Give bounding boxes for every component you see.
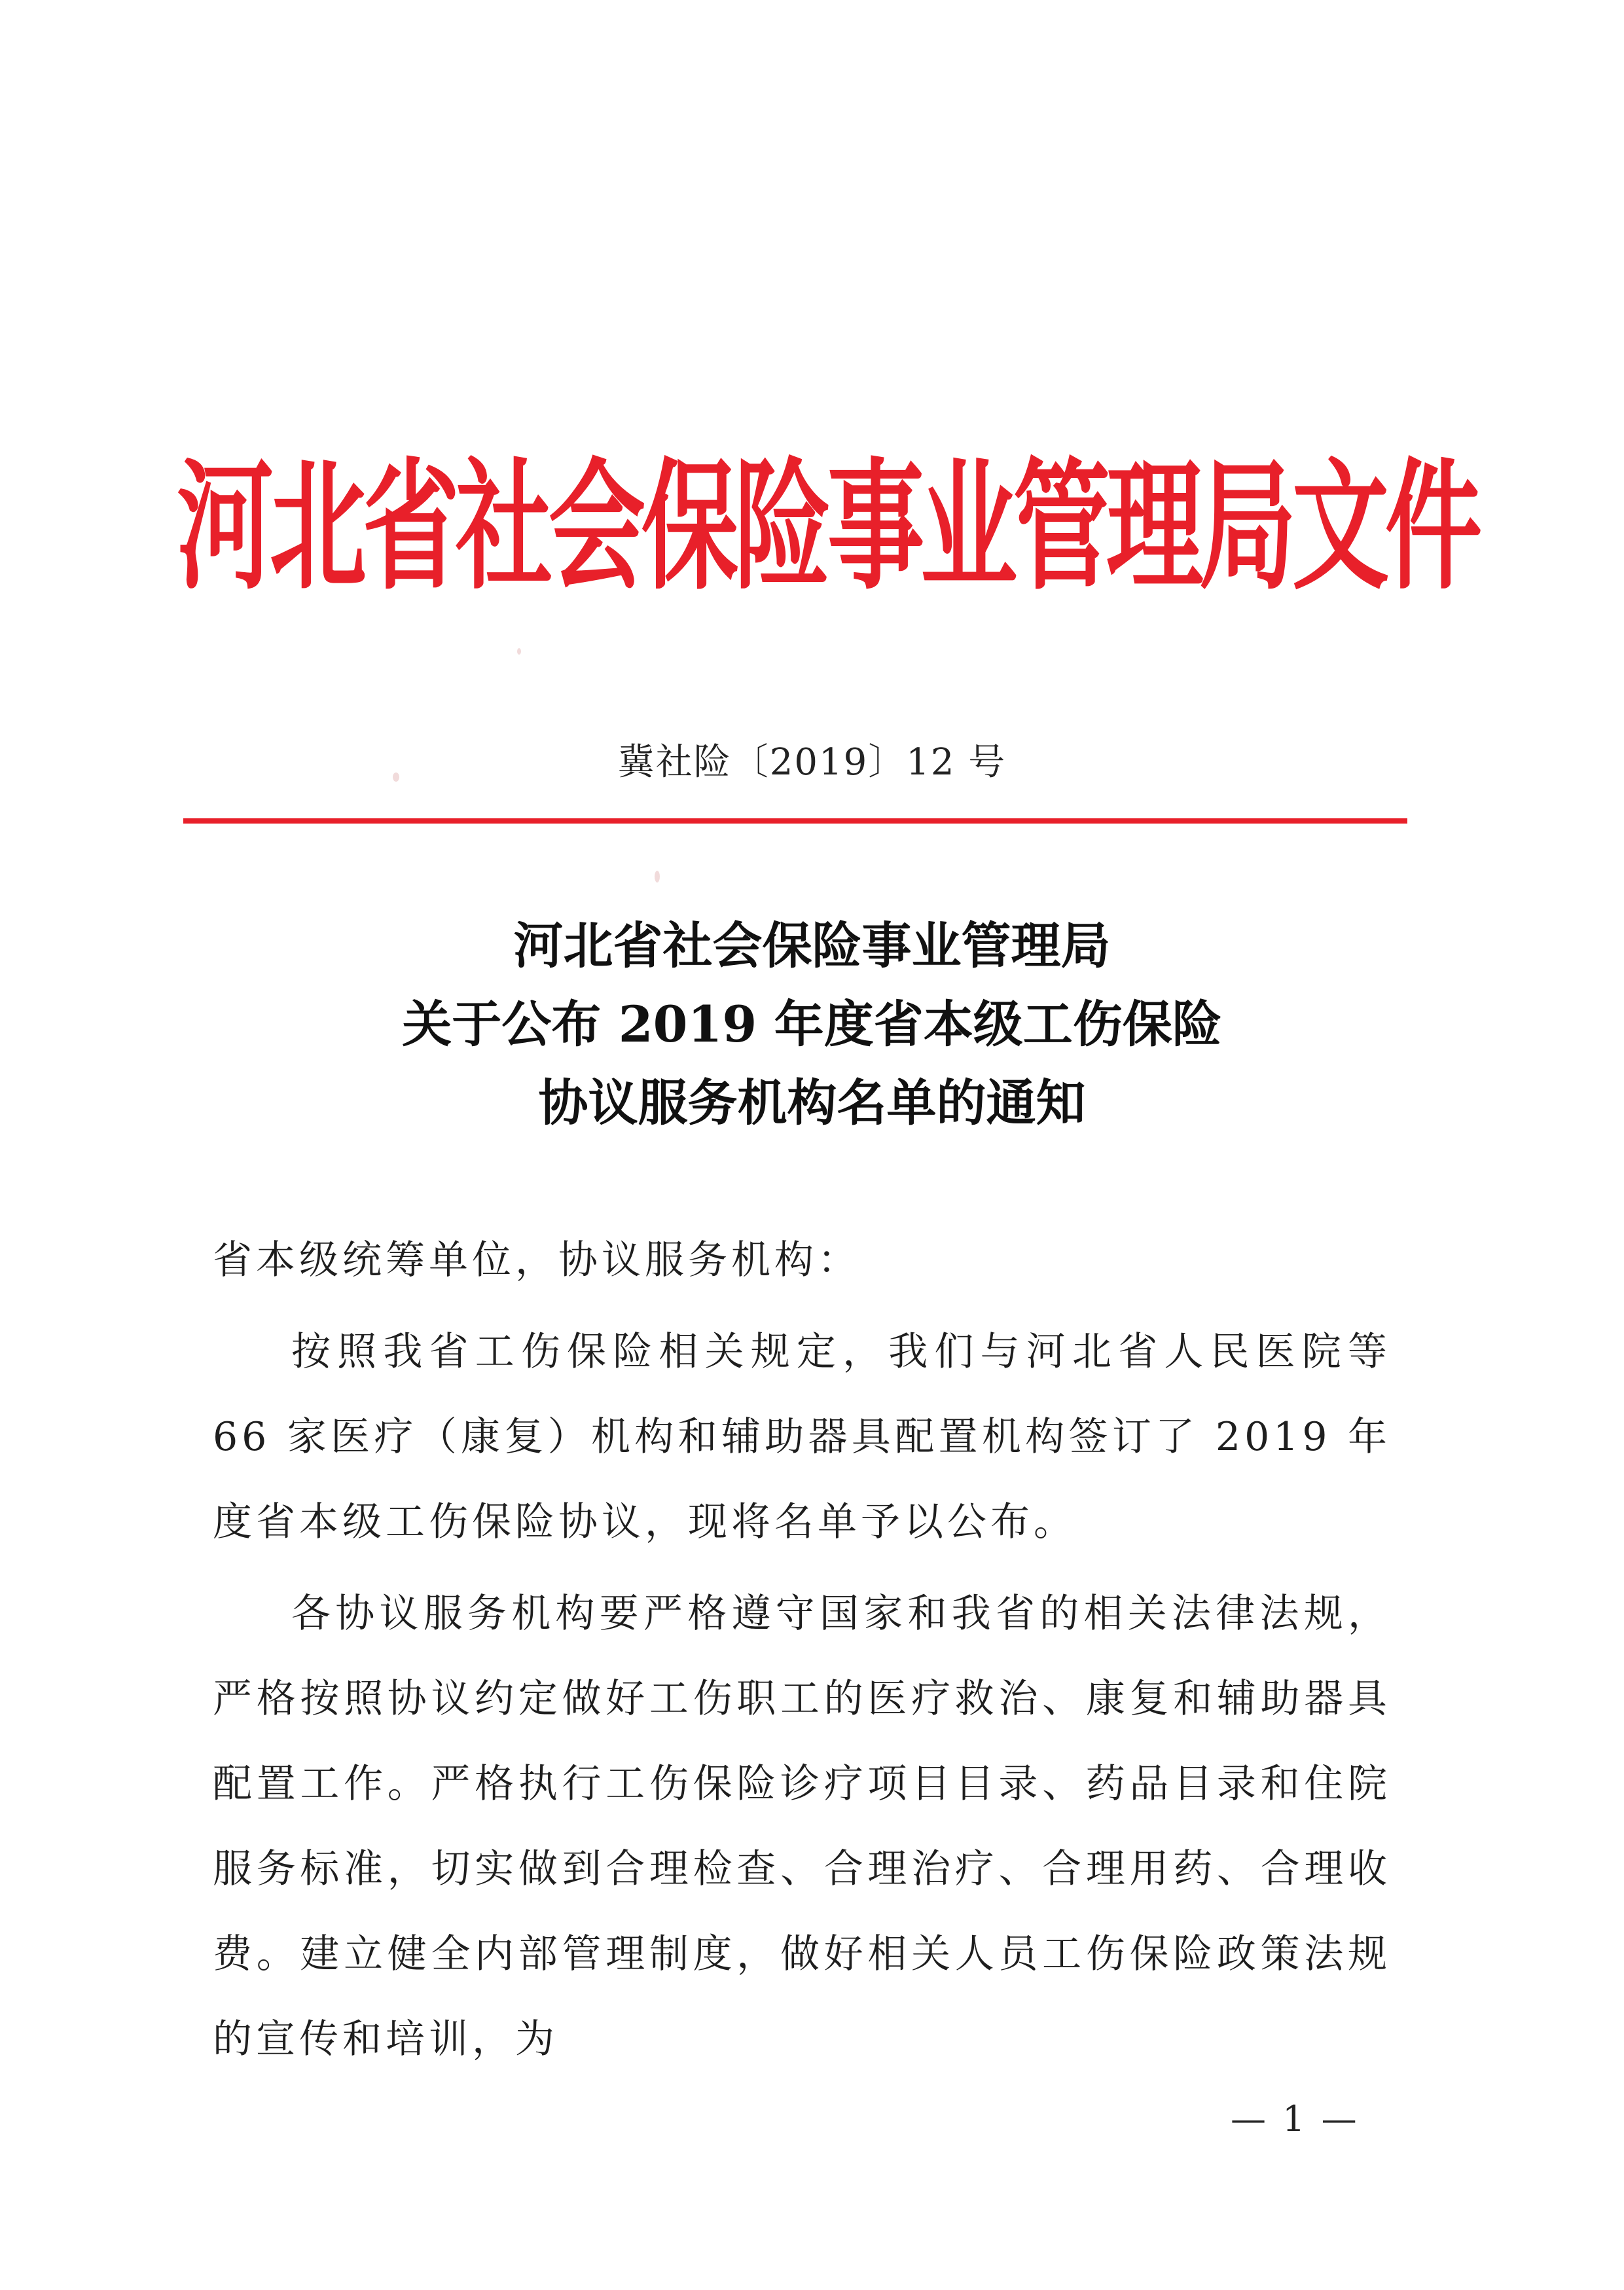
red-divider-line xyxy=(183,818,1407,824)
notice-title-line-2: 关于公布 2019 年度省本级工伤保险 xyxy=(402,995,1222,1053)
body-paragraph-1: 按照我省工伤保险相关规定，我们与河北省人民医院等 66 家医疗（康复）机构和辅助器具配置机构签订了 2019 年度省本级工伤保险协议，现将名单予以公布。 xyxy=(213,1329,1391,1545)
document-number: 冀社险〔2019〕12 号 xyxy=(617,741,1007,784)
scan-artifact xyxy=(517,648,521,655)
body-paragraph-2: 各协议服务机构要严格遵守国家和我省的相关法律法规，严格按照协议约定做好工伤职工的医疗救治、康复和辅助器具配置工作。严格执行工伤保险诊疗项目目录、药品目录和住院服务标准，切实做到合理检查、合理治疗、合理用药、合理收费。建立健全内部管理制度，做好相关人员工伤保险政策法规的宣传和培训，为 xyxy=(213,1591,1391,2062)
page-number: — 1 — xyxy=(1231,2098,1360,2139)
scan-artifact xyxy=(655,871,660,882)
notice-title-line-1: 河北省社会保险事业管理局 xyxy=(513,917,1111,975)
scan-artifact xyxy=(393,772,399,782)
issuing-authority-header: 河北省社会保险事业管理局文件 xyxy=(177,445,1478,609)
salutation: 省本级统筹单位，协议服务机构： xyxy=(213,1237,861,1283)
notice-body xyxy=(213,1218,1391,2082)
notice-title-line-3: 协议服务机构名单的通知 xyxy=(538,1074,1086,1132)
notice-title xyxy=(0,907,1624,1142)
